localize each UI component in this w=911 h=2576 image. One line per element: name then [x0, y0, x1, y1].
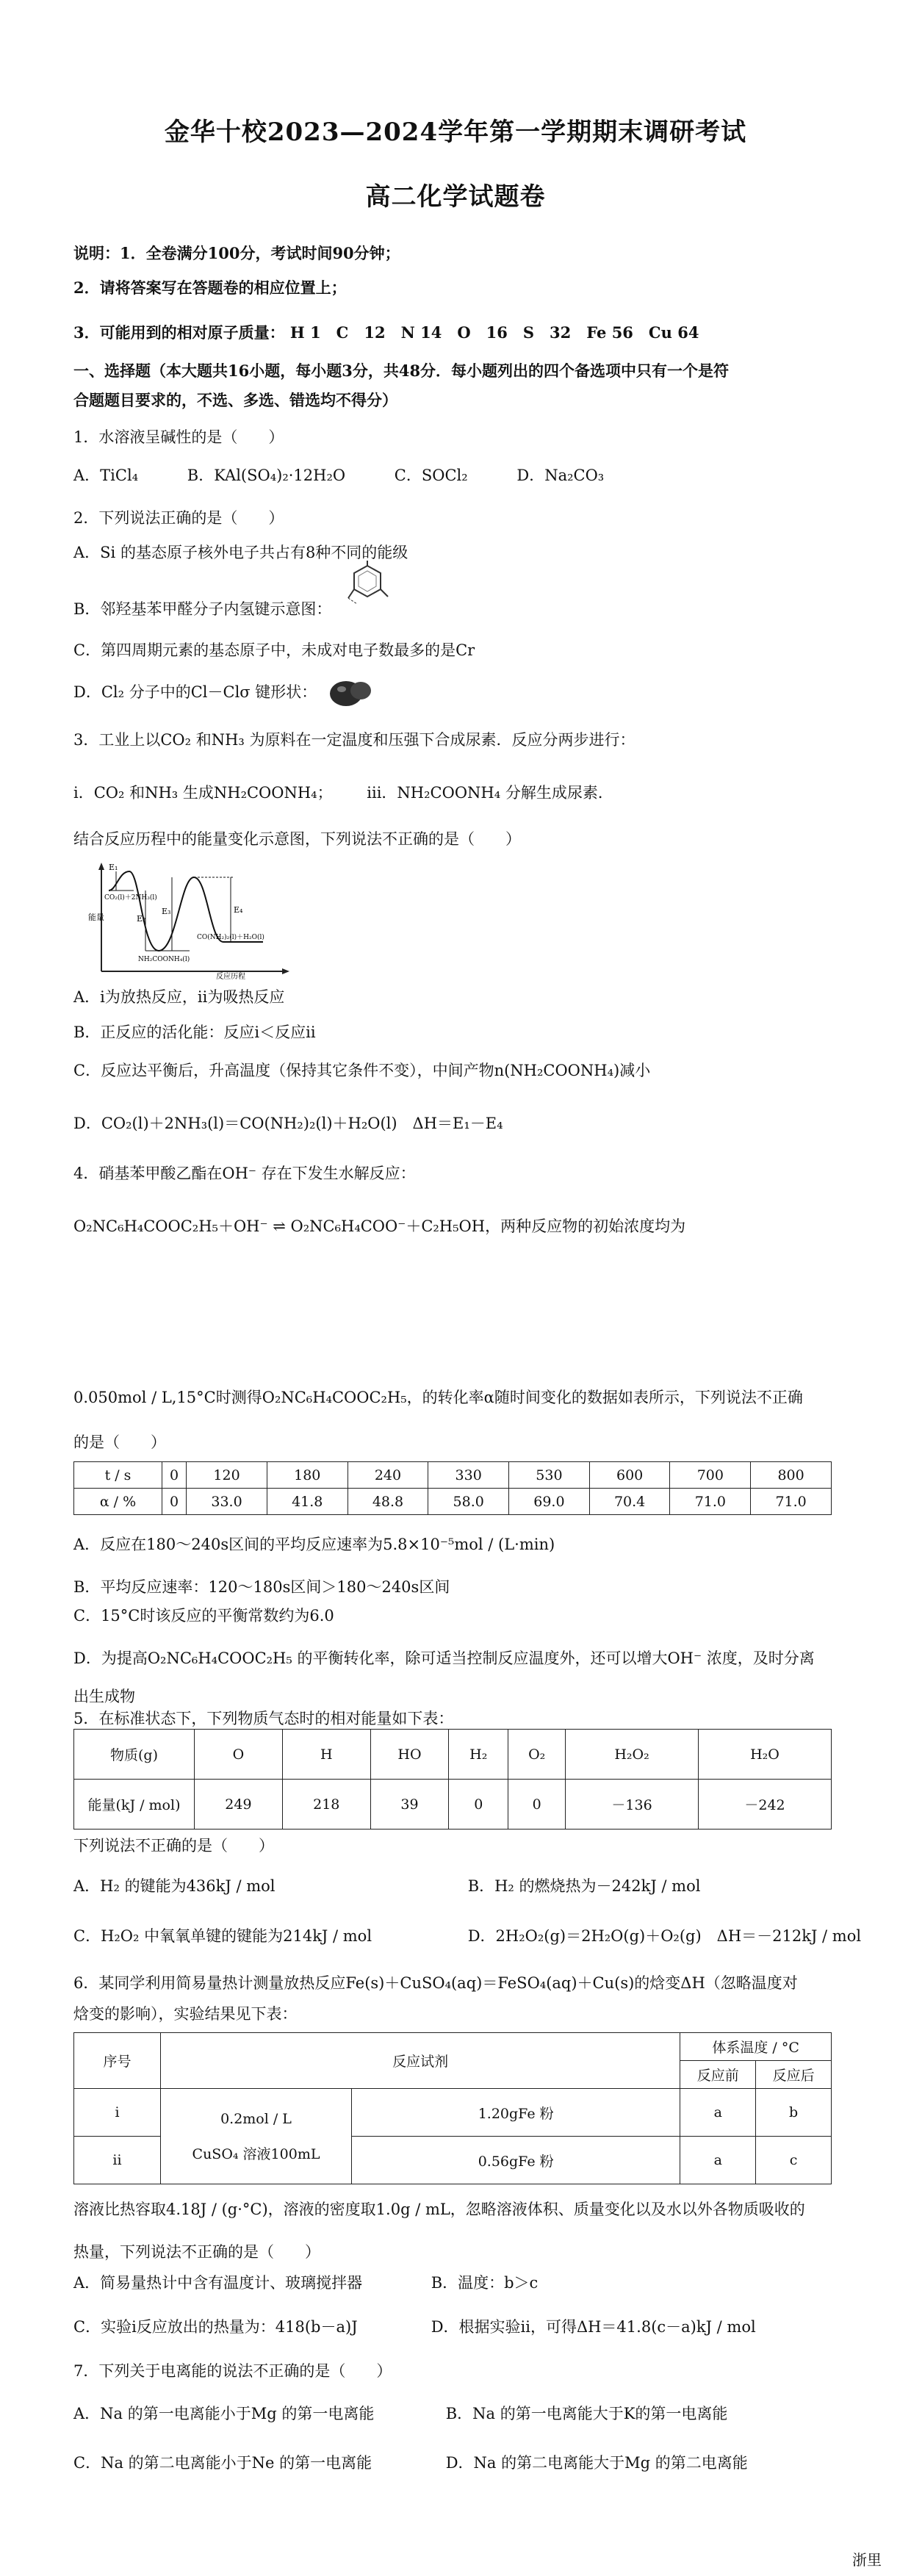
- e2-label: E₂: [137, 914, 146, 924]
- q2-option-d: D．Cl₂ 分子中的Cl－Clσ 键形状：: [73, 683, 317, 701]
- col-reagent-header: 反应试剂: [161, 2033, 680, 2089]
- table-cell: 39: [370, 1780, 449, 1830]
- table-cell: 0: [162, 1489, 187, 1515]
- table-cell: 600: [589, 1462, 670, 1489]
- col-before-header: 反应前: [680, 2061, 756, 2089]
- q5-prompt: 下列说法不正确的是（ ）: [73, 1837, 274, 1854]
- q3-prompt: 结合反应历程中的能量变化示意图，下列说法不正确的是（ ）: [73, 830, 521, 848]
- solution-concentration: 0.2mol / L: [220, 2110, 292, 2127]
- q3-option-c: C．反应达平衡后，升高温度（保持其它条件不变），中间产物n(NH₂COONH₄)减小: [73, 1062, 651, 1079]
- e4-label: E₄: [234, 905, 243, 915]
- table-cell: 800: [751, 1462, 832, 1489]
- q1-option-c: C．SOCl₂: [394, 467, 468, 484]
- q2-option-c: C．第四周期元素的基态原子中，未成对电子数最多的是Cr: [73, 641, 475, 659]
- table-cell: 700: [670, 1462, 751, 1489]
- q3-stem: 3．工业上以CO₂ 和NH₃ 为原料在一定温度和压强下合成尿素．反应分两步进行：: [73, 731, 635, 749]
- fe-mass: 0.56gFe 粉: [352, 2137, 680, 2184]
- energy-row-label: 能量(kJ / mol): [74, 1780, 195, 1830]
- col-temp-header: 体系温度 / °C: [680, 2033, 832, 2061]
- q6-option-d: D．根据实验ii，可得ΔH＝41.8(c－a)kJ / mol: [431, 2318, 756, 2336]
- q6-stem-line2: 焓变的影响），实验结果见下表：: [73, 2005, 298, 2023]
- time-row-label: t / s: [74, 1462, 162, 1489]
- q6-stem-line1: 6．某同学利用简易量热计测量放热反应Fe(s)＋CuSO₄(aq)＝FeSO₄(aq)＋Cu(s)的焓变ΔH（忽略温度对: [73, 1974, 798, 1992]
- q4-continuation-1: 0.050mol / L,15°C时测得O₂NC₆H₄COOC₂H₅，的转化率α随时间变化的数据如表所示，下列说法不正确: [73, 1389, 803, 1406]
- species-row-label: 物质(g): [74, 1730, 195, 1780]
- table-cell: 48.8: [348, 1489, 428, 1515]
- q1-options: [73, 463, 648, 488]
- q6-option-a: A．简易量热计中含有温度计、玻璃搅拌器: [73, 2274, 363, 2292]
- table-cell: 41.8: [267, 1489, 348, 1515]
- table-cell: H: [282, 1730, 370, 1780]
- temp-before: a: [680, 2089, 756, 2137]
- solution-volume: CuSO₄ 溶液100mL: [192, 2145, 320, 2162]
- col-after-header: 反应后: [756, 2061, 832, 2089]
- q7-option-c: C．Na 的第二电离能小于Ne 的第一电离能: [73, 2454, 372, 2472]
- table-cell: 530: [509, 1462, 590, 1489]
- temp-after: c: [756, 2137, 832, 2184]
- table-cell: 249: [195, 1780, 283, 1830]
- species-row: [74, 1730, 832, 1780]
- q7-option-b: B．Na 的第一电离能大于K的第一电离能: [445, 2405, 728, 2422]
- q1-option-a: A．TiCl₄: [73, 467, 139, 484]
- table-cell: H₂O: [699, 1730, 832, 1780]
- table-row: [74, 2033, 832, 2061]
- q6-options-ab: [73, 2270, 582, 2295]
- q6-note-line1: 溶液比热容取4.18J / (g·°C)，溶液的密度取1.0g / mL，忽略溶液体积、质量变化以及水以外各物质吸收的: [73, 2201, 805, 2218]
- conversion-table: [73, 1461, 832, 1515]
- q5-option-b: B．H₂ 的燃烧热为－242kJ / mol: [467, 1877, 701, 1895]
- table-cell: 0: [508, 1780, 566, 1830]
- q4-option-d-line1: D．为提高O₂NC₆H₄COOC₂H₅ 的平衡转化率，除可适当控制反应温度外，还可以增大OH⁻ 浓度，及时分离: [73, 1649, 815, 1667]
- q7-option-a: A．Na 的第一电离能小于Mg 的第一电离能: [73, 2405, 375, 2422]
- q6-options-cd: [73, 2314, 800, 2339]
- cuso4-solution-cell: [161, 2089, 352, 2184]
- row-no: i: [74, 2089, 161, 2137]
- table-cell: 33.0: [187, 1489, 267, 1515]
- sigma-bond-shape-icon: [327, 677, 375, 711]
- q3-step-i: i．CO₂ 和NH₃ 生成NH₂COONH₄；: [73, 784, 333, 802]
- time-row: [74, 1462, 832, 1489]
- q7-options-cd: [73, 2450, 792, 2475]
- table-cell: 58.0: [428, 1489, 509, 1515]
- products-label: CO(NH₂)₂(l)＋H₂O(l): [197, 934, 264, 941]
- alpha-row: [74, 1489, 832, 1515]
- table-cell: 70.4: [589, 1489, 670, 1515]
- q2-option-a: A．Si 的基态原子核外电子共占有8种不同的能级: [73, 544, 408, 561]
- exam-subtitle: 高二化学试题卷: [365, 182, 546, 212]
- table-cell: －136: [566, 1780, 699, 1830]
- q4-stem: 4．硝基苯甲酸乙酯在OH⁻ 存在下发生水解反应：: [73, 1165, 416, 1182]
- q4-option-d-line2: 出生成物: [73, 1688, 135, 1705]
- table-cell: 71.0: [670, 1489, 751, 1515]
- table-cell: 120: [187, 1462, 267, 1489]
- q2-stem: 2．下列说法正确的是（ ）: [73, 509, 284, 527]
- energy-table: [73, 1729, 832, 1830]
- reactants-label: CO₂(l)＋2NH₃(l): [104, 894, 157, 902]
- q6-note-line2: 热量，下列说法不正确的是（ ）: [73, 2243, 320, 2261]
- q6-option-b: B．温度：b＞c: [431, 2274, 539, 2292]
- exam-title: 金华十校2023—2024学年第一学期期末调研考试: [164, 118, 747, 147]
- q6-option-c: C．实验i反应放出的热量为：418(b－a)J: [73, 2318, 358, 2336]
- q5-stem: 5．在标准状态下，下列物质气态时的相对能量如下表：: [73, 1710, 454, 1727]
- table-cell: 240: [348, 1462, 428, 1489]
- q7-option-d: D．Na 的第二电离能大于Mg 的第二电离能: [445, 2454, 748, 2472]
- col-no-header: 序号: [74, 2033, 161, 2089]
- q5-options-cd: [73, 1924, 905, 1949]
- e1-label: E₁: [109, 863, 118, 872]
- table-cell: 218: [282, 1780, 370, 1830]
- q4-option-b: B．平均反应速率：120～180s区间＞180～240s区间: [73, 1578, 450, 1596]
- table-cell: 71.0: [751, 1489, 832, 1515]
- hydrogen-bond-structure-icon: [339, 560, 391, 611]
- instruction-1: 说明：1．全卷满分100分，考试时间90分钟；: [73, 244, 400, 262]
- q3-steps: [73, 780, 838, 805]
- q5-option-a: A．H₂ 的键能为436kJ / mol: [73, 1877, 276, 1895]
- q7-stem: 7．下列关于电离能的说法不正确的是（ ）: [73, 2362, 392, 2380]
- q4-option-c: C．15°C时该反应的平衡常数约为6.0: [73, 1607, 334, 1625]
- q1-stem: 1．水溶液呈碱性的是（ ）: [73, 428, 284, 446]
- footer-watermark: 浙里: [852, 2551, 882, 2569]
- q3-step-ii: iii．NH₂COONH₄ 分解生成尿素．: [367, 784, 613, 802]
- table-cell: 180: [267, 1462, 348, 1489]
- table-cell: H₂: [449, 1730, 508, 1780]
- q2-option-b: B．邻羟基苯甲醛分子内氢键示意图：: [73, 600, 332, 618]
- table-cell: 0: [162, 1462, 187, 1489]
- energy-profile-diagram: [87, 861, 292, 980]
- q5-option-c: C．H₂O₂ 中氧氧单键的键能为214kJ / mol: [73, 1927, 372, 1945]
- table-cell: 330: [428, 1462, 509, 1489]
- calorimetry-table: [73, 2032, 832, 2184]
- table-cell: 0: [449, 1780, 508, 1830]
- table-cell: O: [195, 1730, 283, 1780]
- table-cell: 69.0: [509, 1489, 590, 1515]
- row-no: ii: [74, 2137, 161, 2184]
- q4-continuation-2: 的是（ ）: [73, 1433, 166, 1451]
- table-cell: H₂O₂: [566, 1730, 699, 1780]
- q5-options-ab: [73, 1874, 744, 1899]
- q1-option-d: D．Na₂CO₃: [516, 467, 605, 484]
- temp-before: a: [680, 2137, 756, 2184]
- fe-mass: 1.20gFe 粉: [352, 2089, 680, 2137]
- energy-axis-label: 能量: [88, 913, 104, 922]
- energy-row: [74, 1780, 832, 1830]
- reaction-axis-label: 反应历程: [216, 973, 245, 980]
- q5-option-d: D．2H₂O₂(g)＝2H₂O(g)＋O₂(g) ΔH＝－212kJ / mol: [467, 1927, 862, 1945]
- table-cell: －242: [699, 1780, 832, 1830]
- instruction-3: 3．可能用到的相对原子质量： H 1 C 12 N 14 O 16 S 32 Fe 56 Cu 64: [73, 323, 699, 342]
- table-cell: O₂: [508, 1730, 566, 1780]
- table-cell: HO: [370, 1730, 449, 1780]
- q7-options-ab: [73, 2401, 771, 2426]
- section-heading-line2: 合题题目要求的，不选、多选、错选均不得分）: [73, 391, 397, 409]
- q4-option-a: A．反应在180～240s区间的平均反应速率为5.8×10⁻⁵mol / (L·min): [73, 1536, 555, 1553]
- q3-option-d: D．CO₂(l)＋2NH₃(l)＝CO(NH₂)₂(l)＋H₂O(l) ΔH＝E₁－E₄: [73, 1115, 503, 1132]
- q3-option-b: B．正反应的活化能：反应i＜反应ii: [73, 1023, 316, 1041]
- intermediate-label: NH₂COONH₄(l): [138, 956, 190, 963]
- q3-option-a: A．i为放热反应，ii为吸热反应: [73, 988, 285, 1006]
- alpha-row-label: α / %: [74, 1489, 162, 1515]
- instruction-2: 2．请将答案写在答题卷的相应位置上；: [73, 278, 347, 297]
- q1-option-b: B．KAl(SO₄)₂·12H₂O: [187, 467, 346, 484]
- temp-after: b: [756, 2089, 832, 2137]
- section-heading-line1: 一、选择题（本大题共16小题，每小题3分，共48分．每小题列出的四个备选项中只有一个是符: [73, 361, 730, 380]
- e3-label: E₃: [162, 907, 171, 916]
- table-row: [74, 2089, 832, 2137]
- q4-equation: O₂NC₆H₄COOC₂H₅＋OH⁻ ⇌ O₂NC₆H₄COO⁻＋C₂H₅OH，两种反应物的初始浓度均为: [73, 1217, 686, 1235]
